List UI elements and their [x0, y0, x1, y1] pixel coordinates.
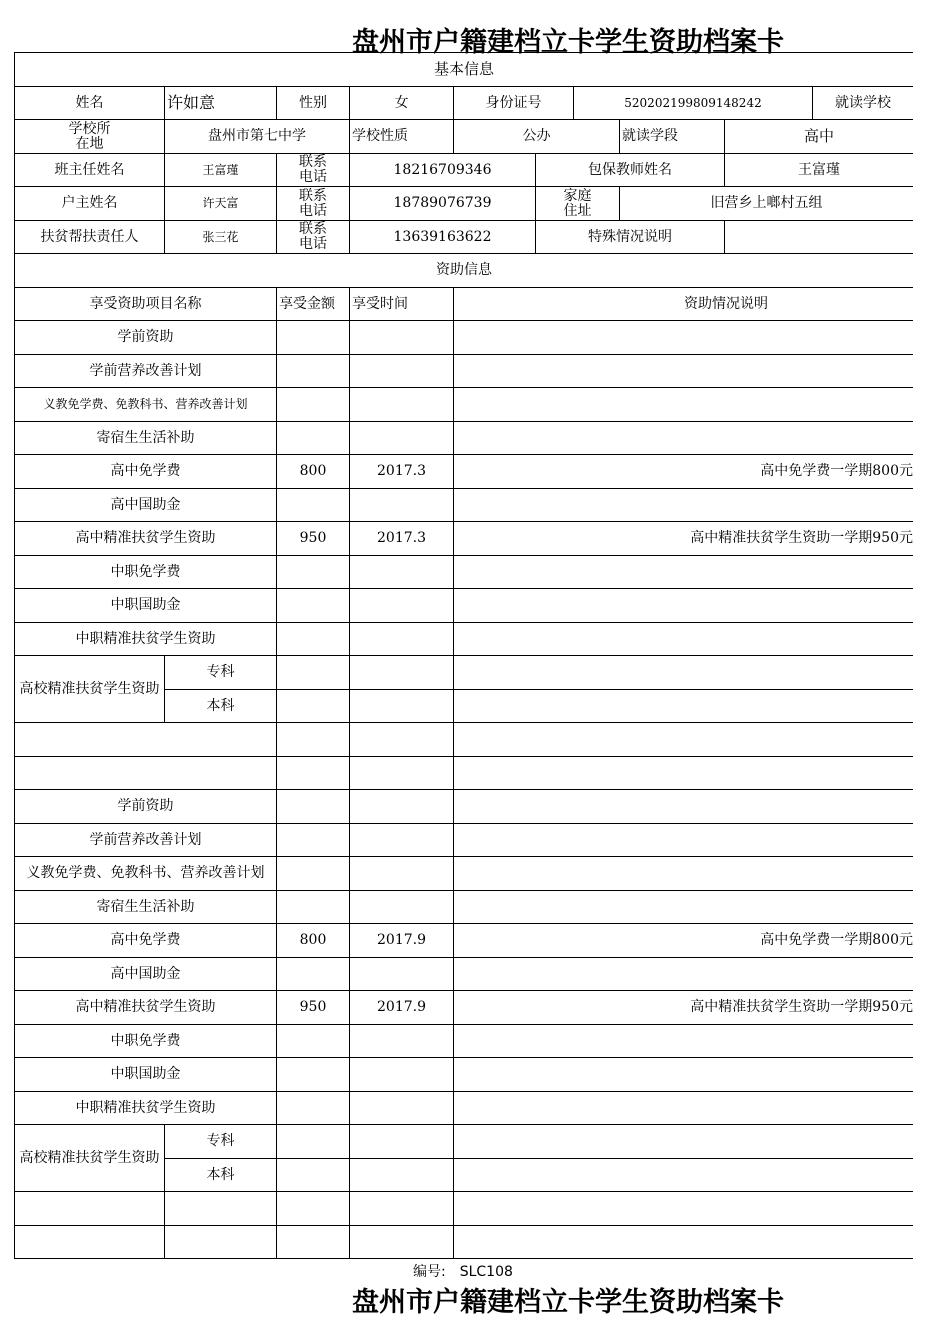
col-amount: 享受金额 — [276, 287, 349, 320]
aid-amount — [276, 588, 349, 622]
householder-phone-label: 联系电话 — [276, 186, 349, 220]
aid-amount: 950 — [276, 990, 349, 1024]
col-time: 享受时间 — [349, 287, 453, 320]
aid-description — [453, 1024, 913, 1057]
aid-time — [349, 789, 453, 823]
aid-time — [349, 890, 453, 923]
blank-cell — [14, 1225, 164, 1259]
aid-amount — [276, 354, 349, 387]
blank-cell — [276, 1191, 349, 1225]
guarantor-teacher-label: 包保教师姓名 — [535, 153, 724, 186]
blank-cell — [14, 1191, 164, 1225]
aid-info-header: 资助信息 — [14, 253, 913, 287]
aid-time: 2017.3 — [349, 521, 453, 555]
cell — [276, 1124, 349, 1158]
aid-description: 高中免学费一学期800元 — [453, 454, 913, 488]
aid-amount: 800 — [276, 454, 349, 488]
aid-project-name: 高中精准扶贫学生资助 — [14, 990, 276, 1024]
blank-cell — [349, 722, 453, 756]
aid-time — [349, 320, 453, 354]
address-value: 旧营乡上啷村五组 — [619, 186, 913, 220]
householder-phone-value: 18789076739 — [349, 186, 535, 220]
cell — [349, 1158, 453, 1191]
cell — [276, 655, 349, 689]
aid-time — [349, 957, 453, 990]
aid-project-name: 学前资助 — [14, 789, 276, 823]
teacher-phone-value: 18216709346 — [349, 153, 535, 186]
cell — [349, 689, 453, 722]
aid-project-name: 中职精准扶贫学生资助 — [14, 622, 276, 655]
blank-cell — [453, 1191, 913, 1225]
aid-description — [453, 890, 913, 923]
aid-amount — [276, 1024, 349, 1057]
cell — [453, 689, 913, 722]
responsible-phone-value: 13639163622 — [349, 220, 535, 253]
aid-time: 2017.3 — [349, 454, 453, 488]
aid-project-name: 义教免学费、免教科书、营养改善计划 — [14, 387, 276, 421]
blank-cell — [349, 1191, 453, 1225]
blank-cell — [453, 756, 913, 789]
responsible-person-value: 张三花 — [164, 220, 276, 253]
aid-description — [453, 1057, 913, 1091]
col-description: 资助情况说明 — [453, 287, 913, 320]
aid-amount — [276, 890, 349, 923]
aid-time — [349, 588, 453, 622]
cell — [453, 655, 913, 689]
school-stage-label: 就读学段 — [619, 119, 724, 153]
cell — [453, 1158, 913, 1191]
col-project-name: 享受资助项目名称 — [14, 287, 276, 320]
aid-description — [453, 320, 913, 354]
serial-label: 编号: — [413, 1264, 446, 1280]
serial-number — [413, 1261, 513, 1281]
college-aid-label-2: 高校精准扶贫学生资助 — [14, 1124, 164, 1191]
aid-description — [453, 421, 913, 454]
aid-description — [453, 588, 913, 622]
school-location-label: 学校所在地 — [14, 119, 164, 153]
blank-cell — [276, 756, 349, 789]
aid-project-name: 学前营养改善计划 — [14, 823, 276, 856]
aid-amount — [276, 421, 349, 454]
aid-amount — [276, 856, 349, 890]
head-teacher-value: 王富瑾 — [164, 153, 276, 186]
college-junior-label-2: 专科 — [164, 1124, 276, 1158]
aid-description: 高中免学费一学期800元 — [453, 923, 913, 957]
aid-project-name: 中职免学费 — [14, 555, 276, 588]
aid-amount — [276, 957, 349, 990]
aid-project-name: 中职国助金 — [14, 1057, 276, 1091]
aid-description — [453, 789, 913, 823]
blank-cell — [453, 1225, 913, 1259]
aid-amount — [276, 555, 349, 588]
aid-time — [349, 387, 453, 421]
aid-time: 2017.9 — [349, 990, 453, 1024]
aid-description — [453, 957, 913, 990]
householder-label: 户主姓名 — [14, 186, 164, 220]
aid-description — [453, 354, 913, 387]
blank-cell — [276, 1225, 349, 1259]
aid-amount — [276, 488, 349, 521]
blank-cell — [453, 722, 913, 756]
aid-project-name: 学前资助 — [14, 320, 276, 354]
aid-time — [349, 421, 453, 454]
aid-project-name: 义教免学费、免教科书、营养改善计划 — [14, 856, 276, 890]
school-location-value: 盘州市第七中学 — [164, 119, 349, 153]
school-nature-label: 学校性质 — [349, 119, 453, 153]
aid-project-name: 高中国助金 — [14, 488, 276, 521]
aid-amount — [276, 1057, 349, 1091]
cell — [453, 1124, 913, 1158]
cell — [349, 1124, 453, 1158]
teacher-phone-label: 联系电话 — [276, 153, 349, 186]
id-number-label: 身份证号 — [453, 86, 573, 119]
aid-description — [453, 823, 913, 856]
aid-time — [349, 1057, 453, 1091]
responsible-person-label: 扶贫帮扶责任人 — [14, 220, 164, 253]
blank-cell — [164, 1191, 276, 1225]
aid-description — [453, 856, 913, 890]
householder-value: 许天富 — [164, 186, 276, 220]
page-title-next: 盘州市户籍建档立卡学生资助档案卡 — [352, 1287, 784, 1318]
blank-cell — [349, 1225, 453, 1259]
aid-description — [453, 555, 913, 588]
aid-amount — [276, 823, 349, 856]
cell — [349, 655, 453, 689]
aid-description: 高中精准扶贫学生资助一学期950元 — [453, 990, 913, 1024]
aid-project-name: 高中免学费 — [14, 923, 276, 957]
id-number-value: 520202199809148242 — [573, 86, 812, 119]
aid-description — [453, 1091, 913, 1124]
aid-amount — [276, 387, 349, 421]
aid-project-name: 中职免学费 — [14, 1024, 276, 1057]
aid-time — [349, 555, 453, 588]
college-junior-label: 专科 — [164, 655, 276, 689]
aid-project-name: 学前营养改善计划 — [14, 354, 276, 387]
aid-project-name: 高中国助金 — [14, 957, 276, 990]
address-label: 家庭住址 — [535, 186, 619, 220]
aid-description — [453, 488, 913, 521]
aid-time — [349, 856, 453, 890]
page-title: 盘州市户籍建档立卡学生资助档案卡 — [352, 27, 784, 58]
aid-time — [349, 823, 453, 856]
school-stage-value: 高中 — [724, 119, 913, 153]
blank-cell — [349, 756, 453, 789]
student-name: 许如意 — [164, 86, 276, 119]
cell — [276, 689, 349, 722]
special-situation-label: 特殊情况说明 — [535, 220, 724, 253]
aid-project-name: 中职精准扶贫学生资助 — [14, 1091, 276, 1124]
name-label: 姓名 — [14, 86, 164, 119]
gender-value: 女 — [349, 86, 453, 119]
blank-cell — [14, 722, 276, 756]
guarantor-teacher-value: 王富瑾 — [724, 153, 913, 186]
college-undergrad-label-2: 本科 — [164, 1158, 276, 1191]
aid-time — [349, 488, 453, 521]
school-nature-value: 公办 — [453, 119, 619, 153]
aid-project-name: 中职国助金 — [14, 588, 276, 622]
aid-time — [349, 1091, 453, 1124]
aid-time — [349, 1024, 453, 1057]
archive-card-table — [14, 52, 913, 1259]
blank-cell — [164, 1225, 276, 1259]
school-label: 就读学校 — [812, 86, 913, 119]
aid-description: 高中精准扶贫学生资助一学期950元 — [453, 521, 913, 555]
blank-cell — [276, 722, 349, 756]
college-aid-label: 高校精准扶贫学生资助 — [14, 655, 164, 722]
aid-time: 2017.9 — [349, 923, 453, 957]
serial-value: SLC108 — [459, 1264, 513, 1280]
aid-amount: 950 — [276, 521, 349, 555]
aid-amount — [276, 622, 349, 655]
aid-time — [349, 354, 453, 387]
aid-description — [453, 622, 913, 655]
responsible-phone-label: 联系电话 — [276, 220, 349, 253]
aid-amount: 800 — [276, 923, 349, 957]
aid-project-name: 高中免学费 — [14, 454, 276, 488]
head-teacher-label: 班主任姓名 — [14, 153, 164, 186]
aid-description — [453, 387, 913, 421]
aid-project-name: 寄宿生生活补助 — [14, 890, 276, 923]
cell — [276, 1158, 349, 1191]
aid-project-name: 寄宿生生活补助 — [14, 421, 276, 454]
aid-time — [349, 622, 453, 655]
aid-project-name: 高中精准扶贫学生资助 — [14, 521, 276, 555]
blank-cell — [14, 756, 276, 789]
college-undergrad-label: 本科 — [164, 689, 276, 722]
special-situation-value — [724, 220, 913, 253]
basic-info-header: 基本信息 — [14, 52, 913, 86]
aid-amount — [276, 1091, 349, 1124]
aid-amount — [276, 789, 349, 823]
table-bottom-border — [14, 1258, 913, 1259]
aid-amount — [276, 320, 349, 354]
gender-label: 性别 — [276, 86, 349, 119]
